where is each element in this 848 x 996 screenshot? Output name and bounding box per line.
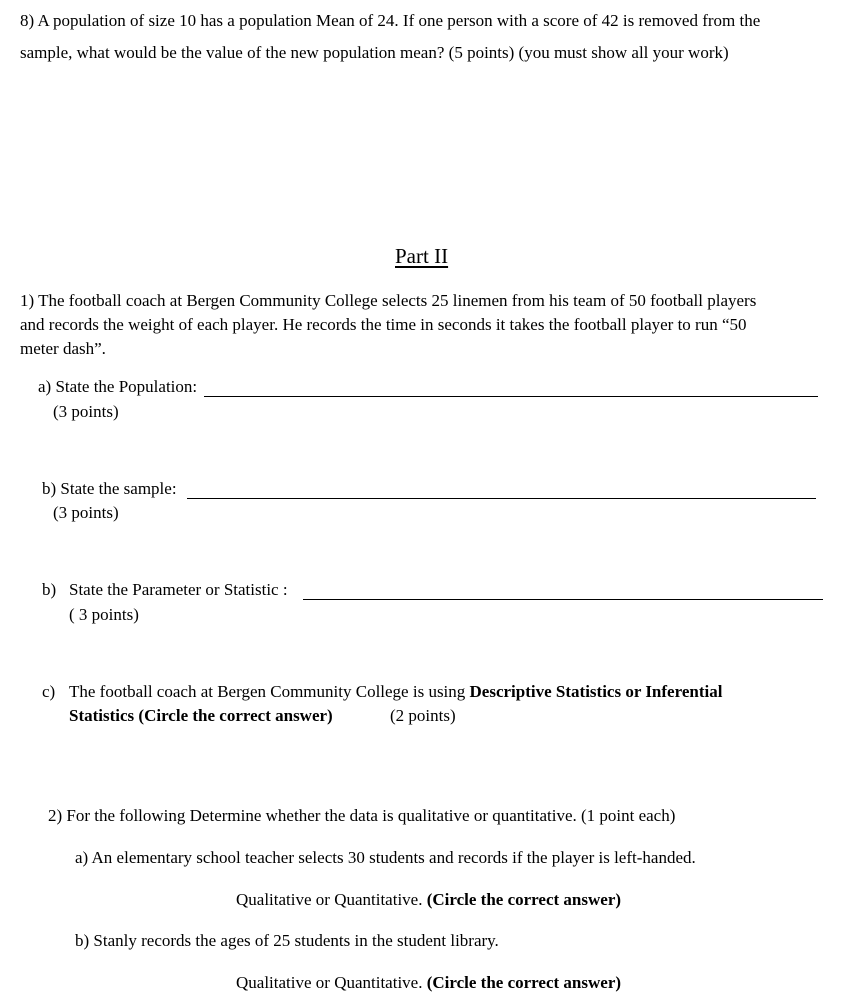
q1-line-2: and records the weight of each player. He records the time in seconds it takes the football player to run “50	[20, 315, 747, 334]
q8-line-1: 8) A population of size 10 has a population Mean of 24. If one person with a score of 42 is removed from the	[20, 11, 761, 30]
q1b-answer-line[interactable]	[187, 498, 816, 499]
q1b2-label: State the Parameter or Statistic :	[69, 580, 288, 599]
q2b-choice-text: Qualitative or Quantitative.	[236, 973, 423, 992]
q1a-answer-line[interactable]	[204, 396, 818, 397]
q1b-points: (3 points)	[53, 503, 119, 522]
q2b-choice[interactable]	[236, 973, 621, 993]
q1c-points: (2 points)	[390, 706, 456, 725]
q1b-label: b) State the sample:	[42, 479, 177, 498]
q2b-text: b) Stanly records the ages of 25 students in the student library.	[75, 931, 499, 950]
q1a-label: a) State the Population:	[38, 377, 198, 396]
q2a-circle-instruction: (Circle the correct answer)	[422, 890, 622, 909]
q1c-circle-instruction: Statistics (Circle the correct answer)	[69, 706, 333, 725]
q1c-line-2	[69, 706, 333, 726]
q1-line-1: 1) The football coach at Bergen Community College selects 25 linemen from his team of 50 football players	[20, 291, 757, 310]
q1c-line-1	[69, 682, 722, 702]
q1c-marker: c)	[42, 682, 56, 701]
q1b2-answer-line[interactable]	[303, 599, 823, 600]
q8-line-2: sample, what would be the value of the new population mean? (5 points) (you must show all your work)	[20, 43, 729, 62]
q2a-text: a) An elementary school teacher selects 30 students and records if the player is left-handed.	[75, 848, 696, 867]
q2a-choice[interactable]	[236, 890, 621, 910]
q2a-choice-text: Qualitative or Quantitative.	[236, 890, 423, 909]
q2-intro: 2) For the following Determine whether the data is qualitative or quantitative. (1 point each)	[48, 806, 676, 825]
q1c-plain-text: The football coach at Bergen Community College is using	[69, 682, 470, 701]
q1b2-points: ( 3 points)	[69, 605, 139, 624]
q1c-bold-text: Descriptive Statistics or Inferential	[469, 682, 723, 701]
q1b2-marker: b)	[42, 580, 57, 599]
q1-line-3: meter dash”.	[20, 339, 106, 358]
q2b-circle-instruction: (Circle the correct answer)	[422, 973, 622, 992]
part-title: Part II	[395, 244, 449, 268]
q1a-points: (3 points)	[53, 402, 119, 421]
